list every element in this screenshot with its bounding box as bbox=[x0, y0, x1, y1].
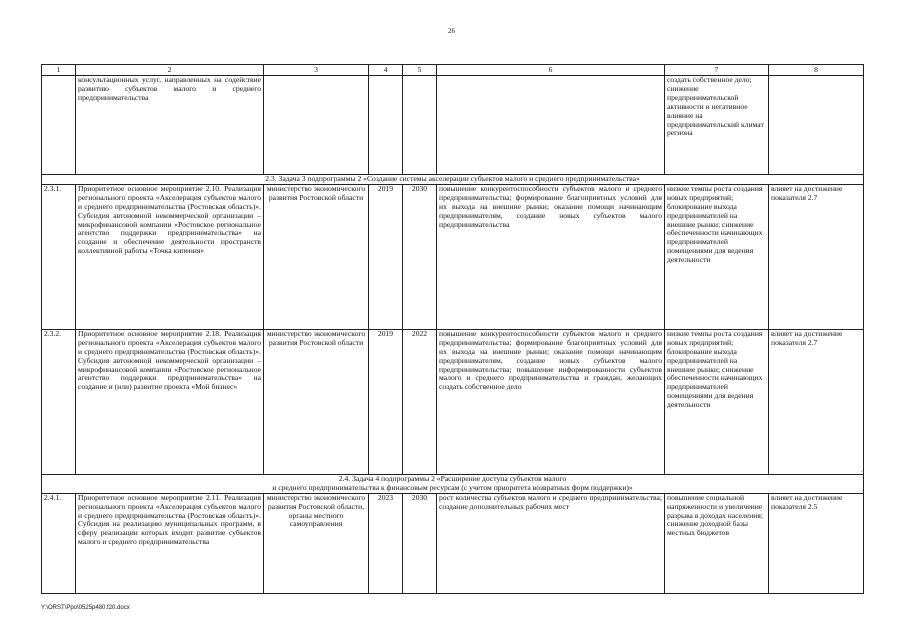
consequences-cell: низкие темпы роста создания новых предприятий; блокирование выхода предпринимателей на внешние рынки; снижение обеспеченности начинающих предпринимателей помещениями для ведения деятельности bbox=[665, 329, 769, 474]
measures-table bbox=[41, 64, 864, 594]
start-year-cell: 2019 bbox=[369, 329, 403, 474]
column-number: 1 bbox=[42, 65, 76, 76]
indicator-link-cell: влияет на достижение показателя 2.7 bbox=[769, 329, 864, 474]
table-row bbox=[42, 184, 864, 329]
section-heading-line: 2.4. Задача 4 подпрограммы 2 «Расширение доступа субъектов малого bbox=[338, 474, 567, 483]
consequences-cell: повышение социальной напряженности и увеличение разрыва в доходах населения; снижение доходной базы местных бюджетов bbox=[665, 493, 769, 593]
consequences-cell: низкие темпы роста создания новых предприятий; блокирование выхода предпринимателей на внешние рынки; снижение обеспеченности начинающих предпринимателей помещениями для ведения деятельности bbox=[665, 184, 769, 329]
measure-name-cell: консультационных услуг, направленных на содействие развитию субъектов малого и среднего предпринимательства bbox=[76, 76, 264, 175]
page-number: 26 bbox=[448, 27, 455, 35]
column-number: 4 bbox=[369, 65, 403, 76]
result-cell: повышение конкурентоспособности субъектов малого и среднего предпринимательства; формирование благоприятных условий для их выхода на внешние рынки; оказание помощи начинающим предпринимателям, создание новых субъектов малого предпринимательства bbox=[437, 184, 665, 329]
column-number: 2 bbox=[76, 65, 264, 76]
column-number: 7 bbox=[665, 65, 769, 76]
section-heading-line: и среднего предпринимательства к финансовым ресурсам (с учетом приоритета возвратных форм поддержки)» bbox=[272, 482, 633, 492]
stray-mark: . bbox=[861, 468, 863, 474]
measure-name-cell: Приоритетное основное мероприятие 2.11. Реализация регионального проекта «Акселерация субъектов малого и среднего предпринимательства (Ростовская область)». Субсидия на реализацию муниципальных программ, в сферу реализации которых входит развитие субъектов малого и среднего предпринимательства bbox=[76, 493, 264, 593]
row-number: 2.4.1. bbox=[42, 493, 76, 593]
start-year-cell: 2023 bbox=[369, 493, 403, 593]
consequences-cell: создать собственное дело; снижение предпринимательской активности и негативное влияние на предпринимательский климат региона bbox=[665, 76, 769, 175]
start-year-cell: 2019 bbox=[369, 184, 403, 329]
measure-name-cell: Приоритетное основное мероприятие 2.10. Реализация регионального проекта «Акселерация субъектов малого и среднего предпринимательства (Ростовская область)». Субсидия автономной некоммерческой организации – микрофинансовой компании «Ростовское региональное агентство поддержки предпринимательства» на создание и обеспечение деятельности пространств коллективной работы «Точка кипения» bbox=[76, 184, 264, 329]
result-cell: повышение конкурентоспособности субъектов малого и среднего предпринимательства; формирование благоприятных условий для их выхода на внешние рынки; оказание помощи начинающим предпринимателям, создание новых субъектов малого предпринимательства; повышение информированности субъектов малого и среднего предпринимательства и граждан, желающих создать собственное дело bbox=[437, 329, 665, 474]
executor-cell: министерство экономического развития Ростовской области, органы местного самоуправления bbox=[264, 493, 369, 593]
column-number: 3 bbox=[264, 65, 369, 76]
column-number: 6 bbox=[437, 65, 665, 76]
row-number: 2.3.2. bbox=[42, 329, 76, 474]
section-heading bbox=[42, 474, 864, 493]
section-heading: 2.3. Задача 3 подпрограммы 2 «Создание системы акселерации субъектов малого и среднего предпринимательства» bbox=[42, 175, 864, 185]
end-year-cell: 2030 bbox=[403, 184, 437, 329]
file-path-footer: Y:\ORST\Ppo\0525p480.f20.docx bbox=[41, 605, 130, 611]
table-row bbox=[42, 329, 864, 474]
end-year-cell: 2022 bbox=[403, 329, 437, 474]
end-year-cell: 2030 bbox=[403, 493, 437, 593]
column-number: 8 bbox=[769, 65, 864, 76]
executor-cell: министерство экономического развития Ростовской области bbox=[264, 329, 369, 474]
indicator-link-cell: влияет на достижение показателя 2.7 bbox=[769, 184, 864, 329]
section-heading-row bbox=[42, 474, 864, 493]
column-number: 5 bbox=[403, 65, 437, 76]
row-number: 2.3.1. bbox=[42, 184, 76, 329]
measure-name-cell: Приоритетное основное мероприятие 2.18. Реализация регионального проекта «Акселерация субъектов малого и среднего предпринимательства (Ростовская область)». Субсидия автономной некоммерческой организации – микрофинансовой компании «Ростовское региональное агентство поддержки предпринимательства» на создание и (или) развитие проекта «Мой бизнес» bbox=[76, 329, 264, 474]
section-heading-row bbox=[42, 175, 864, 185]
column-number-row bbox=[42, 65, 864, 76]
table-row bbox=[42, 493, 864, 593]
indicator-link-cell: влияет на достижение показателя 2.5 bbox=[769, 493, 864, 593]
executor-cell: министерство экономического развития Ростовской области bbox=[264, 184, 369, 329]
result-cell: рост количества субъектов малого и среднего предпринимательства; создание дополнительных рабочих мест bbox=[437, 493, 665, 593]
table-row-continued bbox=[42, 76, 864, 175]
